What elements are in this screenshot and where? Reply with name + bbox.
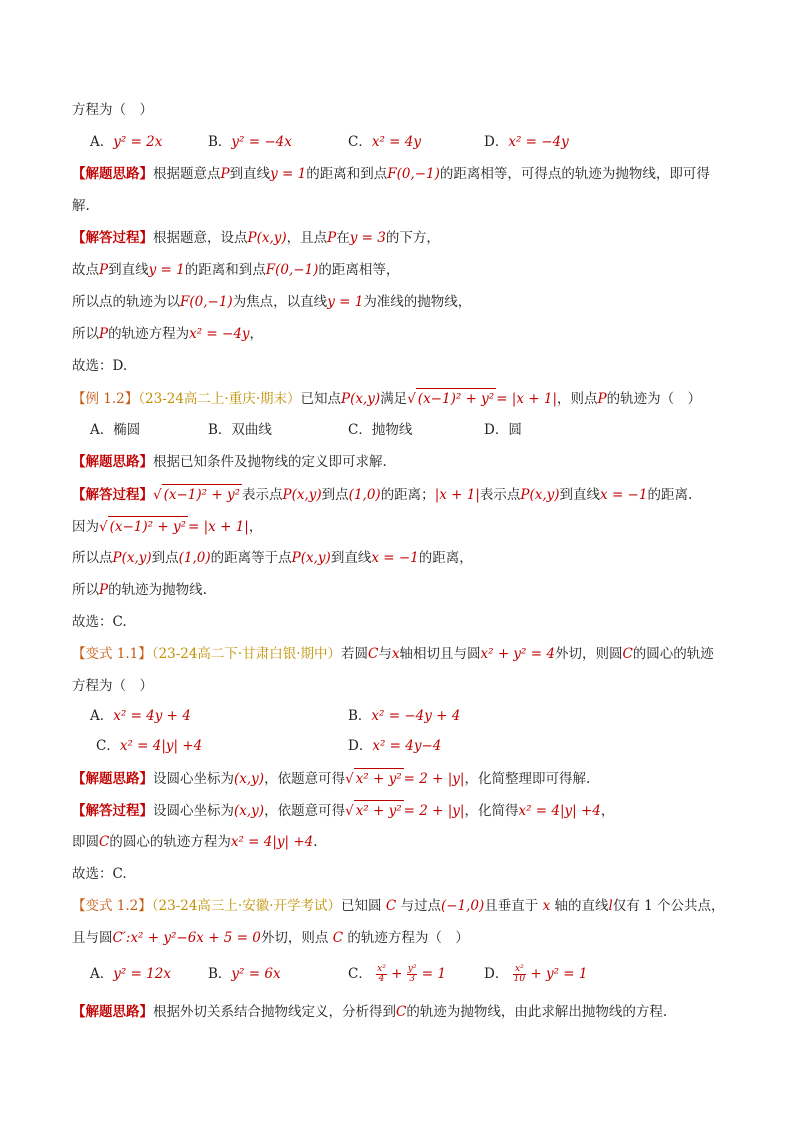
option-c: C．抛物线 xyxy=(348,422,413,438)
question-stem-end: 方程为（ ） xyxy=(72,102,153,118)
option-a: A．y² = 2x xyxy=(90,134,163,150)
option-d: D．x² = −4y xyxy=(484,134,569,150)
option-a: A．y² = 12x xyxy=(90,966,171,982)
option-c: C．x² = 4y xyxy=(348,134,421,150)
solution-thinking-cont: 解. xyxy=(72,198,90,214)
variant-stem: 【变式 1.1】（23-24高二下·甘肃白银·期中）若圆C与x轴相切且与圆x² + y² = 4外切，则圆C的圆心的轨迹 xyxy=(72,646,714,662)
option-b: B．双曲线 xyxy=(208,422,272,438)
option-d: D． $\frac{\text{x²}}{10}$ + y² = 1 xyxy=(484,964,588,984)
solution-thinking: 【解题思路】根据题意点P到直线y = 1的距离和到点F(0,−1)的距离相等，可得点的轨迹为抛物线，即可得 xyxy=(72,166,710,182)
option-a: A．椭圆 xyxy=(90,422,141,438)
solution-process: 【解答过程】根据题意，设点P(x,y)，且点P在y = 3的下方， xyxy=(72,230,440,246)
process-line: 即圆C的圆心的轨迹方程为x² = 4|y| +4. xyxy=(72,834,318,850)
option-b: B．y² = −4x xyxy=(208,134,292,150)
fraction: $\frac{\text{x²}}{10}$ xyxy=(513,964,526,984)
example-stem: 【例 1.2】（23-24高二上·重庆·期末）已知点P(x,y)满足√ (x−1)² + y² = |x + 1|，则点P的轨迹为（ ） xyxy=(72,388,701,409)
option-a: A．x² = 4y + 4 xyxy=(90,708,191,724)
option-b: B．y² = 6x xyxy=(208,966,281,982)
process-line: 所以点的轨迹为以F(0,−1)为焦点，以直线y = 1为准线的抛物线， xyxy=(72,294,472,310)
process-line: 所以P的轨迹为抛物线. xyxy=(72,582,207,598)
solution-thinking: 【解题思路】根据外切关系结合抛物线定义，分析得到C的轨迹为抛物线，由此求解出抛物线的方程. xyxy=(72,1004,668,1020)
variant-stem-cont: 方程为（ ） xyxy=(72,678,153,694)
fraction: $\frac{\text{x²}}{4}$ xyxy=(377,964,386,984)
option-d: D．x² = 4y−4 xyxy=(348,738,442,754)
process-line: 故点P到直线y = 1的距离和到点F(0,−1)的距离相等， xyxy=(72,262,400,278)
variant-stem: 【变式 1.2】（23-24高三上·安徽·开学考试）已知圆 C 与过点(−1,0)且垂直于 x 轴的直线l仅有 1 个公共点， xyxy=(72,898,725,914)
process-line: 所以点P(x,y)到点(1,0)的距离等于点P(x,y)到直线x = −1的距离， xyxy=(72,550,473,566)
fraction: $\frac{\text{y²}}{3}$ xyxy=(407,964,417,984)
answer-line: 故选：C. xyxy=(72,866,127,882)
answer-line: 故选：D. xyxy=(72,358,128,374)
process-line: 因为√ (x−1)² + y² = |x + 1|， xyxy=(72,516,262,537)
option-d: D．圆 xyxy=(484,422,522,438)
solution-process: 【解答过程】√ (x−1)² + y² 表示点P(x,y)到点(1,0)的距离；|x + 1|表示点P(x,y)到直线x = −1的距离. xyxy=(72,484,692,505)
solution-thinking: 【解题思路】设圆心坐标为(x,y)，依题意可得√ x² + y² = 2 + |y|，化简整理即可得解. xyxy=(72,768,590,789)
answer-line: 故选：C. xyxy=(72,614,127,630)
solution-thinking: 【解题思路】根据已知条件及抛物线的定义即可求解. xyxy=(72,454,387,470)
solution-process: 【解答过程】设圆心坐标为(x,y)，依题意可得√ x² + y² = 2 + |y|，化简得x² = 4|y| +4， xyxy=(72,800,614,821)
variant-stem-cont: 且与圆C′:x² + y²−6x + 5 = 0外切，则点 C 的轨迹方程为（ ） xyxy=(72,930,469,946)
option-c: C．x² = 4|y| +4 xyxy=(96,738,203,754)
option-c: C． $\frac{\text{x²}}{4}$ + $\frac{\text{y²}}{3}$ = 1 xyxy=(348,964,446,984)
option-b: B．x² = −4y + 4 xyxy=(348,708,461,724)
process-line: 所以P的轨迹方程为x² = −4y， xyxy=(72,326,264,342)
